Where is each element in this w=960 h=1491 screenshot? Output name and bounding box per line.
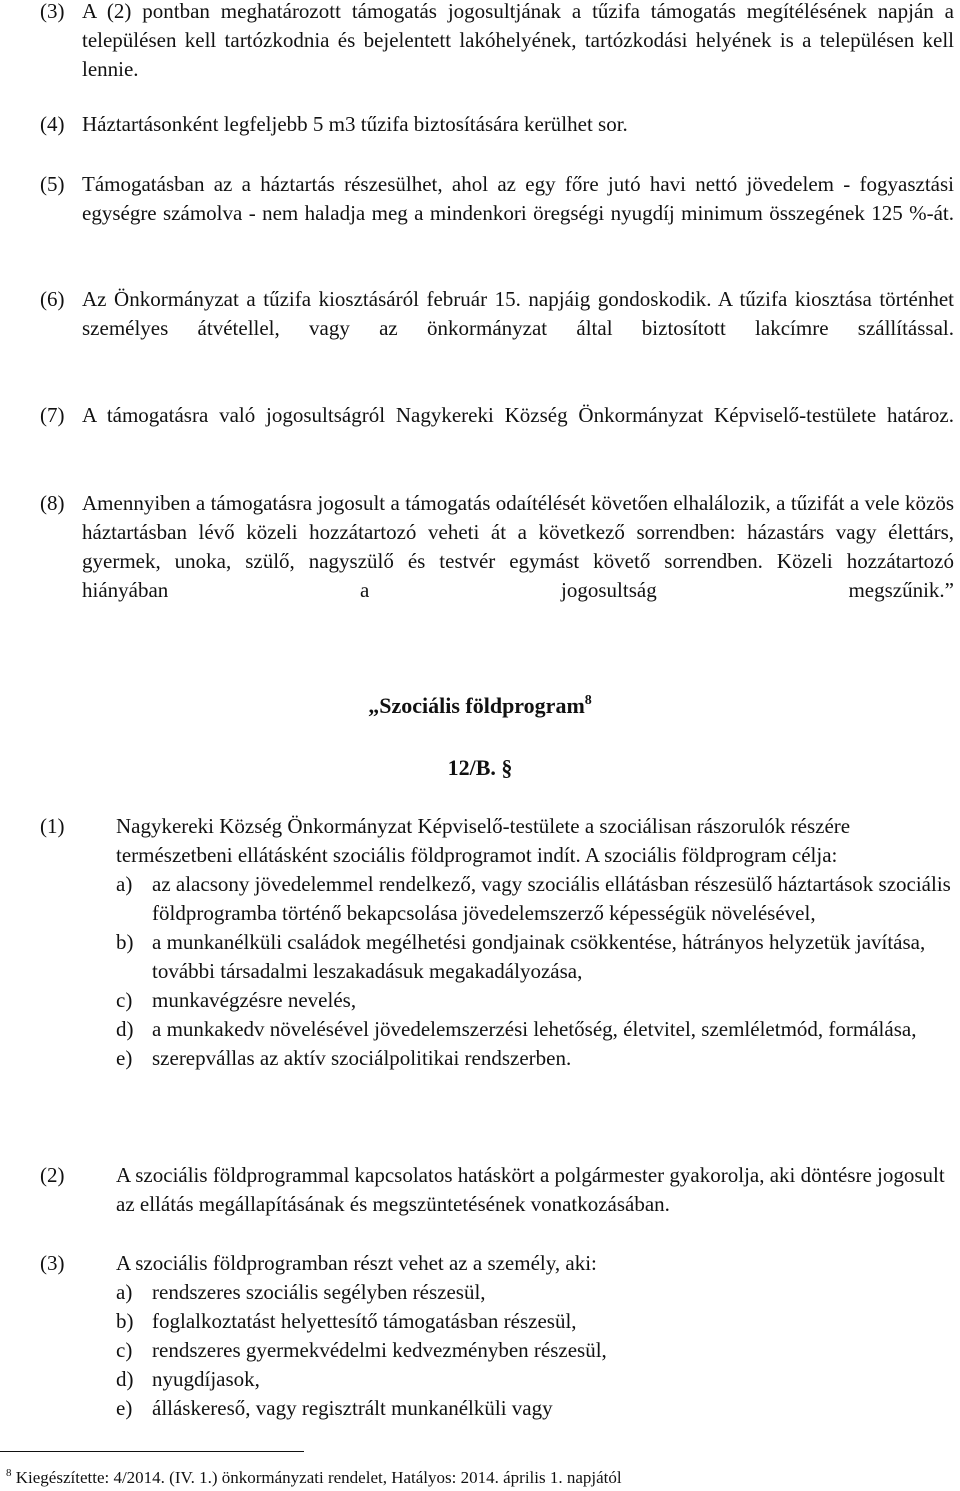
item-text: rendszeres szociális segélyben részesül, — [152, 1280, 486, 1304]
subsection-1 — [40, 812, 954, 1073]
subsection-number: (1) — [40, 814, 65, 838]
subsection-lead: Nagykereki Község Önkormányzat Képviselő-testülete a szociálisan rászorulók részére természetbeni ellátásként szociális földprogramot indít. A szociális földprogram célja: — [116, 814, 851, 867]
item-letter: b) — [116, 930, 134, 954]
item-letter: a) — [116, 872, 133, 896]
item-text: szerepvállas az aktív szociálpolitikai rendszerben. — [152, 1046, 572, 1070]
item-letter: c) — [116, 988, 133, 1012]
subsection-number: (2) — [40, 1163, 65, 1187]
paragraph-text: Amennyiben a támogatásra jogosult a támogatás odaítélését követően elhalálozik, a tűzifát a vele közös háztartásban lévő közeli hozzátartozó veheti át a következő sorrendben: házastárs vagy élettárs, gyermek, unoka, szülő, nagyszülő és testvér egymást követő sorrendben. Közeli hozzátartozó hiányában a jogosultság megszűnik.” — [82, 491, 954, 602]
heading-title: „Szociális földprogram — [368, 693, 585, 718]
subsection-2 — [40, 1161, 954, 1219]
item-text: a munkanélküli családok megélhetési gondjainak csökkentése, hátrányos helyzetük javítása, további társadalmi leszakadásuk megakadályozása, — [152, 930, 926, 983]
list-item — [40, 1336, 954, 1365]
list-item — [40, 1278, 954, 1307]
item-letter: b) — [116, 1309, 134, 1333]
section-number — [0, 755, 960, 781]
paragraph-text: A (2) pontban meghatározott támogatás jogosultjának a tűzifa támogatás megítélésének napján a településen kell tartózkodnia és bejelentett lakóhelyének, tartózkodási helyének is a településen kell lennie. — [82, 0, 954, 81]
item-text: az alacsony jövedelemmel rendelkező, vagy szociális ellátásban részesülő háztartások szociális földprogramba történő bekapcsolása jövedelemszerző képességük növelésével, — [152, 872, 951, 925]
paragraph-number: (8) — [40, 491, 65, 515]
paragraph-3 — [40, 0, 954, 113]
section-heading — [0, 693, 960, 719]
paragraph-7 — [40, 401, 954, 459]
item-letter: e) — [116, 1046, 133, 1070]
section-number-text: 12/B. § — [447, 755, 513, 780]
footnote — [6, 1462, 622, 1489]
item-letter: e) — [116, 1396, 133, 1420]
footnote-separator — [0, 1451, 304, 1452]
item-letter: d) — [116, 1367, 134, 1391]
subsection-3 — [40, 1249, 954, 1423]
list-item — [40, 1394, 954, 1423]
item-text: álláskereső, vagy regisztrált munkanélküli vagy — [152, 1396, 553, 1420]
list-item — [40, 986, 954, 1015]
footnote-text: Kiegészítette: 4/2014. (IV. 1.) önkormányzati rendelet, Hatályos: 2014. április 1. napjától — [15, 1468, 622, 1487]
paragraph-text: Háztartásonként legfeljebb 5 m3 tűzifa biztosítására kerülhet sor. — [82, 112, 628, 136]
subsection-lead: A szociális földprogrammal kapcsolatos hatáskört a polgármester gyakorolja, aki döntésre jogosult az ellátás megállapításának és megszüntetésének vonatkozásában. — [116, 1163, 945, 1216]
item-text: a munkakedv növelésével jövedelemszerzési lehetőség, életvitel, szemléletmód, formálása, — [152, 1017, 917, 1041]
paragraph-6 — [40, 285, 954, 372]
item-letter: a) — [116, 1280, 133, 1304]
paragraph-number: (7) — [40, 403, 65, 427]
list-item — [40, 1365, 954, 1394]
list-item — [40, 870, 954, 928]
paragraph-number: (4) — [40, 112, 65, 136]
list-item — [40, 928, 954, 986]
paragraph-number: (5) — [40, 172, 65, 196]
list-item — [40, 1015, 954, 1044]
footnote-reference: 8 — [584, 693, 592, 708]
paragraph-8 — [40, 489, 954, 634]
subsection-lead: A szociális földprogramban részt vehet az a személy, aki: — [116, 1251, 597, 1275]
subsection-number: (3) — [40, 1251, 65, 1275]
paragraph-4 — [40, 110, 954, 139]
paragraph-5 — [40, 170, 954, 257]
item-text: rendszeres gyermekvédelmi kedvezményben részesül, — [152, 1338, 607, 1362]
footnote-mark: 8 — [6, 1467, 12, 1479]
item-text: foglalkoztatást helyettesítő támogatásban részesül, — [152, 1309, 577, 1333]
item-text: nyugdíjasok, — [152, 1367, 260, 1391]
paragraph-text: Támogatásban az a háztartás részesülhet, ahol az egy főre jutó havi nettó jövedelem - fogyasztási egységre számolva - nem haladja meg a mindenkori öregségi nyugdíj minimum összegének 125 %-át. — [82, 172, 954, 225]
item-letter: d) — [116, 1017, 134, 1041]
item-text: munkavégzésre nevelés, — [152, 988, 357, 1012]
paragraph-number: (3) — [40, 0, 65, 23]
item-letter: c) — [116, 1338, 133, 1362]
paragraph-text: Az Önkormányzat a tűzifa kiosztásáról február 15. napjáig gondoskodik. A tűzifa kiosztása történhet személyes átvétellel, vagy az önkormányzat által biztosított lakcímre szállítással. — [82, 287, 954, 340]
paragraph-number: (6) — [40, 287, 65, 311]
list-item — [40, 1044, 954, 1073]
list-item — [40, 1307, 954, 1336]
paragraph-text: A támogatásra való jogosultságról Nagykereki Község Önkormányzat Képviselő-testülete határoz. — [82, 403, 954, 427]
